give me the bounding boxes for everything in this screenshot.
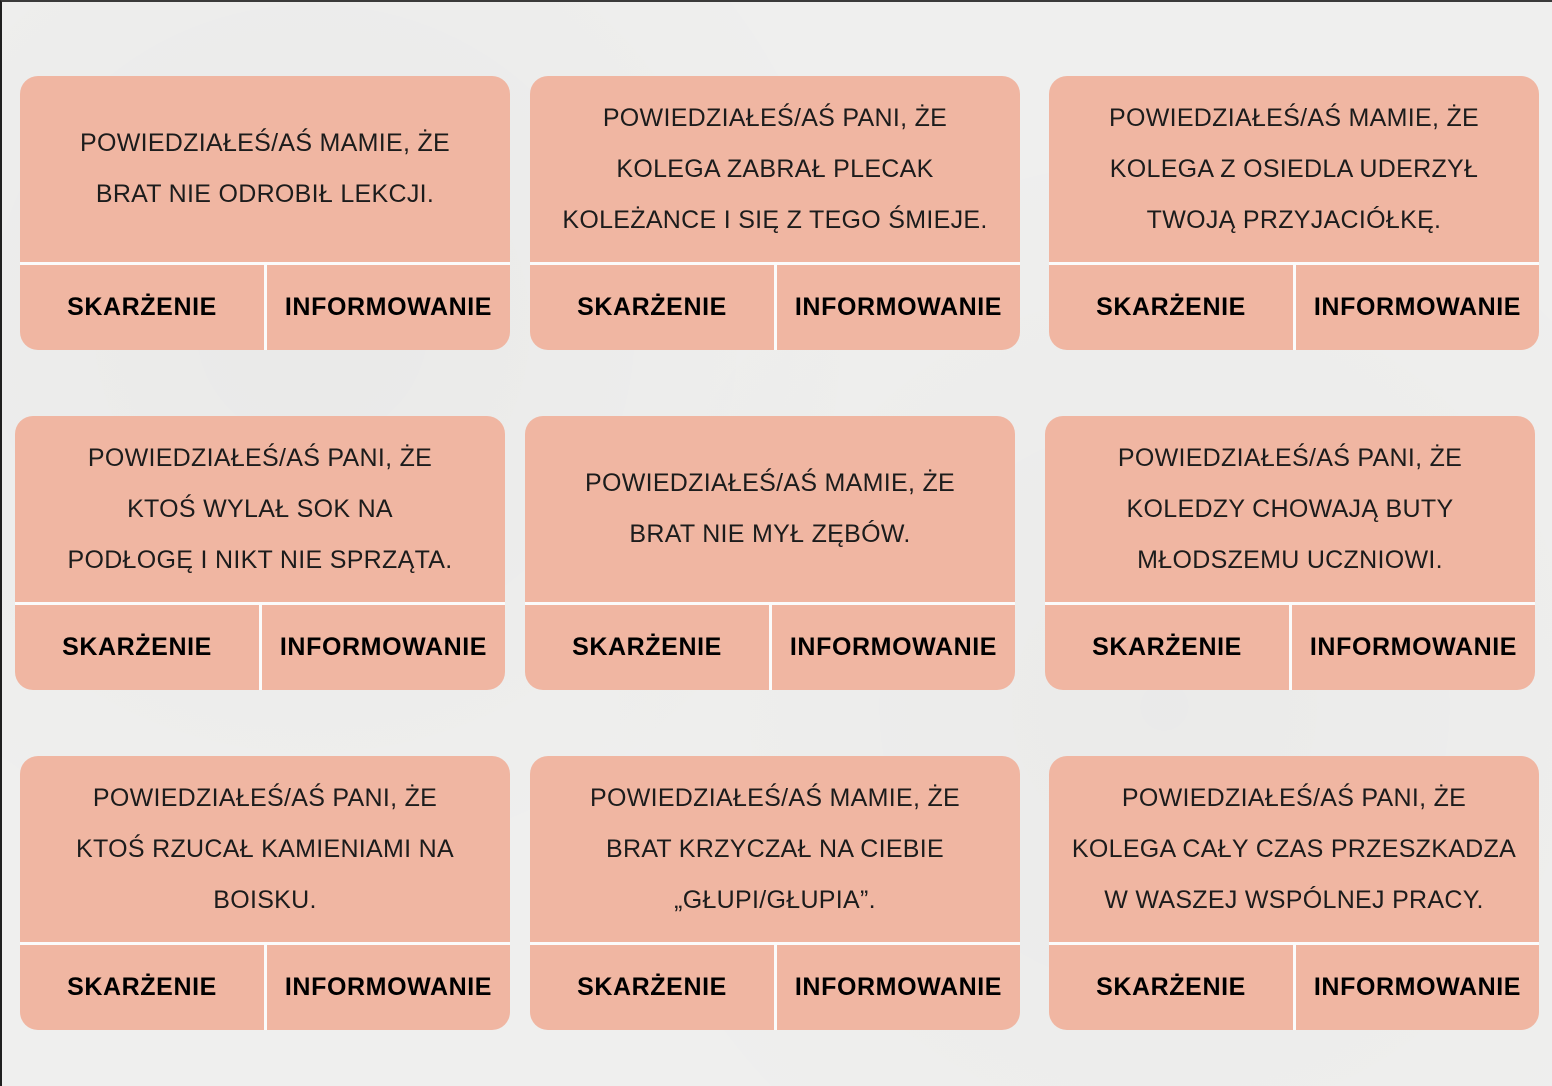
option-skarzenie[interactable]: SKARŻENIE (572, 633, 722, 661)
option-skarzenie[interactable]: SKARŻENIE (1096, 973, 1246, 1001)
option-skarzenie[interactable]: SKARŻENIE (577, 973, 727, 1001)
option-skarzenie[interactable]: SKARŻENIE (67, 293, 217, 321)
scenario-card-4 (15, 416, 505, 690)
option-informowanie[interactable]: INFORMOWANIE (794, 293, 1003, 321)
option-informowanie[interactable]: INFORMOWANIE (1313, 973, 1522, 1001)
scenario-card-9 (1049, 756, 1539, 1030)
scenario-text: POWIEDZIAŁEŚ/AŚ PANI, ŻE KTOŚ WYLAŁ SOK NA PODŁOGĘ I NIKT NIE SPRZĄTA. (67, 443, 453, 574)
option-informowanie[interactable]: INFORMOWANIE (1313, 293, 1522, 321)
option-informowanie[interactable]: INFORMOWANIE (279, 633, 488, 661)
scenario-text: POWIEDZIAŁEŚ/AŚ MAMIE, ŻE KOLEGA Z OSIEDLA UDERZYŁ TWOJĄ PRZYJACIÓŁKĘ. (1108, 103, 1480, 234)
option-skarzenie[interactable]: SKARŻENIE (62, 633, 212, 661)
scenario-text: POWIEDZIAŁEŚ/AŚ MAMIE, ŻE BRAT NIE MYŁ ZĘBÓW. (584, 469, 956, 548)
scenario-card-8 (530, 756, 1020, 1030)
option-informowanie[interactable]: INFORMOWANIE (794, 973, 1003, 1001)
scenario-text: POWIEDZIAŁEŚ/AŚ MAMIE, ŻE BRAT NIE ODROBIŁ LEKCJI. (79, 129, 451, 208)
option-informowanie[interactable]: INFORMOWANIE (284, 973, 493, 1001)
scenario-text: POWIEDZIAŁEŚ/AŚ MAMIE, ŻE BRAT KRZYCZAŁ NA CIEBIE „GŁUPI/GŁUPIA”. (589, 783, 961, 914)
scenario-text: POWIEDZIAŁEŚ/AŚ PANI, ŻE KTOŚ RZUCAŁ KAMIENIAMI NA BOISKU. (76, 783, 454, 914)
scenario-card-1 (20, 76, 510, 350)
scenario-card-7 (20, 756, 510, 1030)
scenario-card-5 (525, 416, 1015, 690)
scenario-card-2 (530, 76, 1020, 350)
scenario-text: POWIEDZIAŁEŚ/AŚ PANI, ŻE KOLEGA ZABRAŁ PLECAK KOLEŻANCE I SIĘ Z TEGO ŚMIEJE. (562, 103, 988, 234)
option-skarzenie[interactable]: SKARŻENIE (1096, 293, 1246, 321)
option-skarzenie[interactable]: SKARŻENIE (1092, 633, 1242, 661)
option-skarzenie[interactable]: SKARŻENIE (67, 973, 217, 1001)
option-skarzenie[interactable]: SKARŻENIE (577, 293, 727, 321)
scenario-text: POWIEDZIAŁEŚ/AŚ PANI, ŻE KOLEGA CAŁY CZAS PRZESZKADZA W WASZEJ WSPÓLNEJ PRACY. (1071, 783, 1517, 914)
option-informowanie[interactable]: INFORMOWANIE (789, 633, 998, 661)
scenario-card-6 (1045, 416, 1535, 690)
option-informowanie[interactable]: INFORMOWANIE (1309, 633, 1518, 661)
scenario-text: POWIEDZIAŁEŚ/AŚ PANI, ŻE KOLEDZY CHOWAJĄ BUTY MŁODSZEMU UCZNIOWI. (1117, 443, 1463, 574)
scenario-card-3 (1049, 76, 1539, 350)
option-informowanie[interactable]: INFORMOWANIE (284, 293, 493, 321)
